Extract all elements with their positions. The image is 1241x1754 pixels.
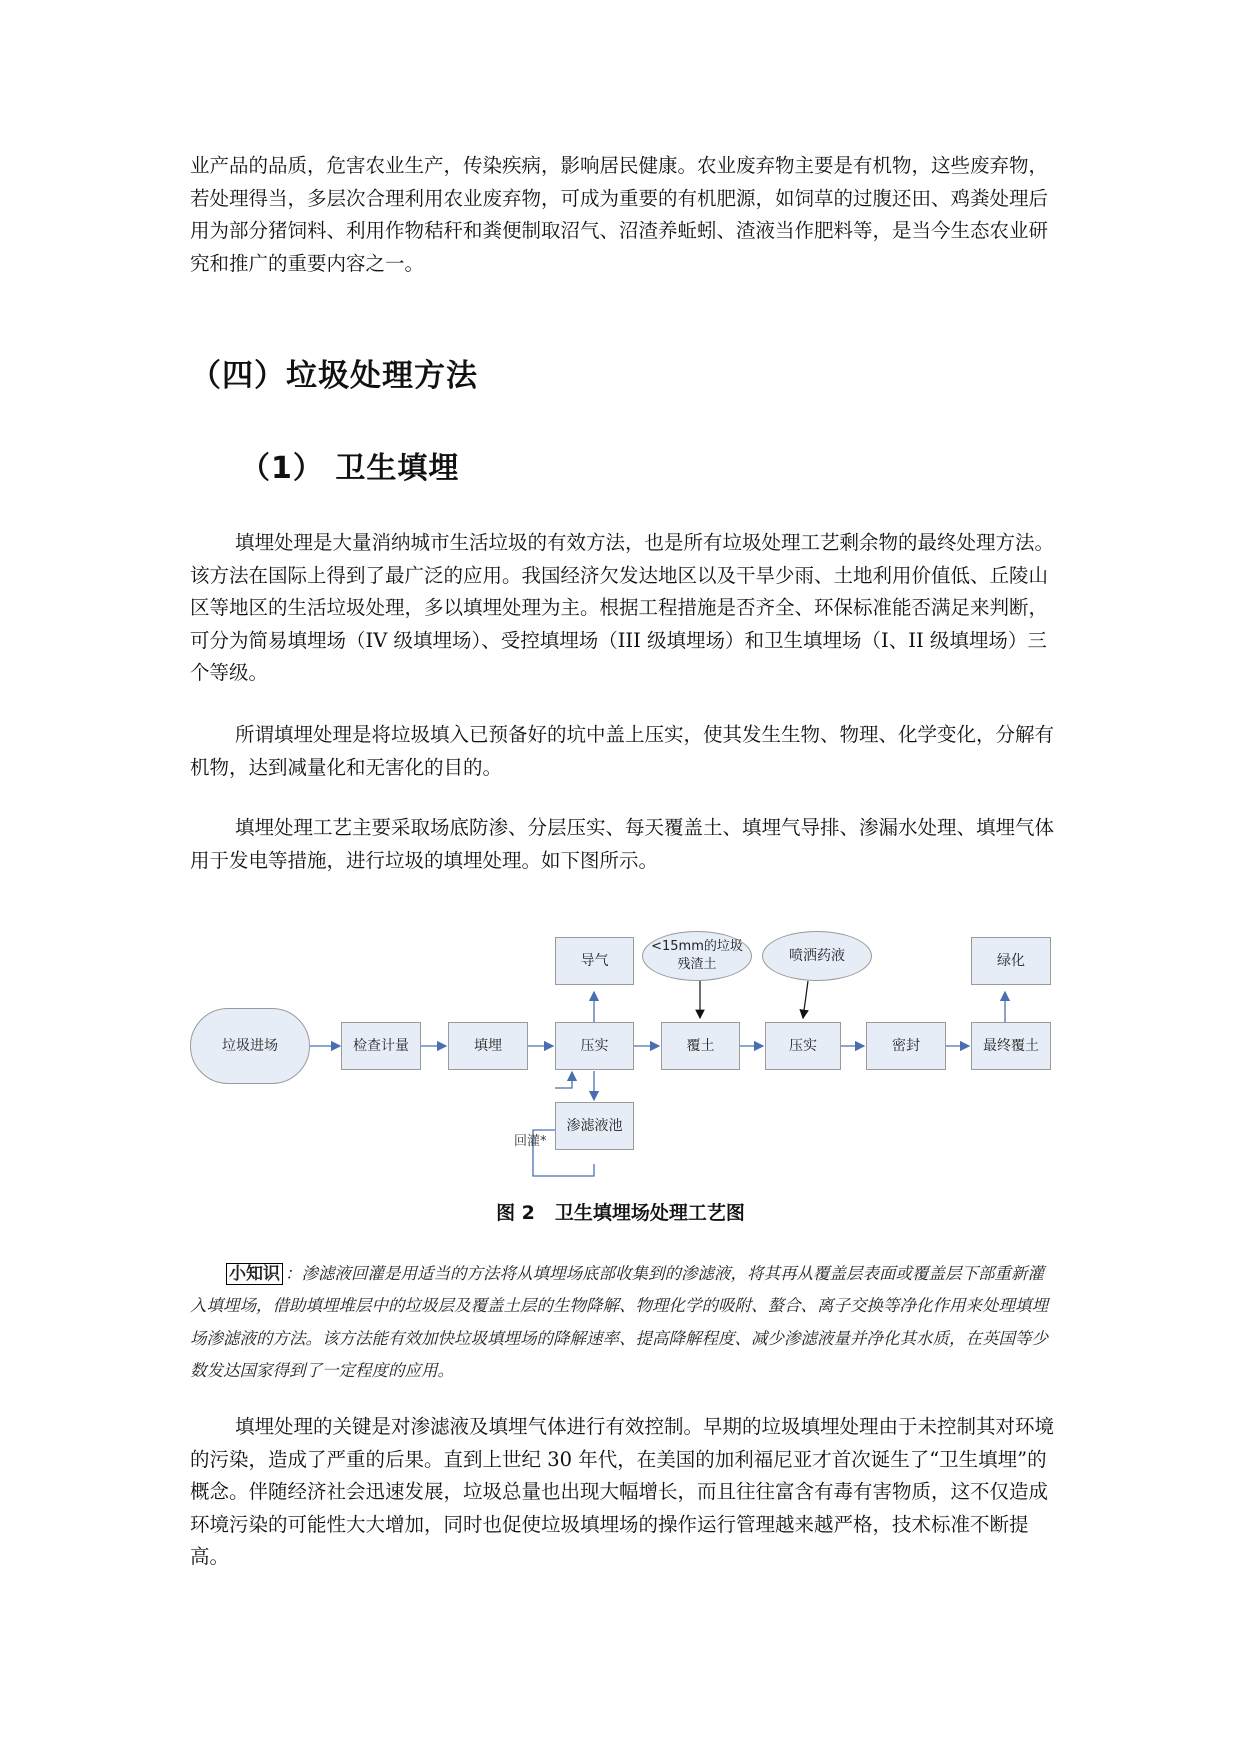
node-fine-residue-line2: 残渣土 <box>677 957 717 972</box>
node-fine-residue <box>642 931 752 981</box>
node-seal: 密封 <box>866 1022 946 1070</box>
figure-number: 图 2 <box>496 1202 535 1224</box>
knowledge-tag: 小知识 <box>226 1263 283 1285</box>
knowledge-text: ：渗滤液回灌是用适当的方法将从填埋场底部收集到的渗滤液，将其再从覆盖层表面或覆盖层下部重新灌入填埋场，借助填埋堆层中的垃圾层及覆盖土层的生物降解、物理化学的吸附、螯合、离子交换等净化作用来处理填埋场渗滤液的方法。该方法能有效加快垃圾填埋场的降解速率、提高降解程度、减少渗滤液量并净化其水质，在英国等少数发达国家得到了一定程度的应用。 <box>190 1264 1048 1381</box>
node-inspect-measure: 检查计量 <box>341 1022 421 1070</box>
figure-caption <box>0 1198 1241 1225</box>
paragraph-landfill-definition: 所谓填埋处理是将垃圾填入已预备好的坑中盖上压实，使其发生生物、物理、化学变化，分解有机物，达到减量化和无害化的目的。 <box>190 723 1055 779</box>
node-cover-soil: 覆土 <box>661 1022 740 1070</box>
node-compact-2: 压实 <box>765 1022 841 1070</box>
label-recirculation: 回灌* <box>514 1134 547 1149</box>
paragraph-landfill-overview: 填埋处理是大量消纳城市生活垃圾的有效方法，也是所有垃圾处理工艺剩余物的最终处理方法。该方法在国际上得到了最广泛的应用。我国经济欠发达地区以及干旱少雨、土地利用价值低、丘陵山区等地区的生活垃圾处理，多以填埋处理为主。根据工程措施是否齐全、环保标准能否满足来判断，可分为简易填埋场（IV 级填埋场）、受控填埋场（III 级填埋场）和卫生填埋场（I、II 级填埋场）三个等级。 <box>190 531 1055 685</box>
node-compact-1: 压实 <box>555 1022 634 1070</box>
figure-title: 卫生填埋场处理工艺图 <box>554 1202 745 1224</box>
paragraph-landfill-process: 填埋处理工艺主要采取场底防渗、分层压实、每天覆盖土、填埋气导排、渗漏水处理、填埋气体用于发电等措施，进行垃圾的填埋处理。如下图所示。 <box>190 816 1055 872</box>
node-fine-residue-line1: <15mm的垃圾 <box>651 939 743 954</box>
node-greening: 绿化 <box>971 937 1051 985</box>
node-final-cover: 最终覆土 <box>971 1022 1051 1070</box>
node-garbage-in: 垃圾进场 <box>190 1008 310 1084</box>
arrow-spray-to-compact2 <box>803 981 808 1018</box>
node-landfill: 填埋 <box>448 1022 528 1070</box>
arrow-recirculation-up <box>555 1072 572 1088</box>
node-gas-vent: 导气 <box>555 937 634 985</box>
node-leachate-pool: 渗滤液池 <box>555 1102 634 1150</box>
paragraph-leachate-control: 填埋处理的关键是对渗滤液及填埋气体进行有效控制。早期的垃圾填埋处理由于未控制其对环境的污染，造成了严重的后果。直到上世纪 30 年代，在美国的加利福尼亚才首次诞生了“卫生填埋”的概念。伴随经济社会迅速发展，垃圾总量也出现大幅增长，而且往往富含有毒有害物质，这不仅造成环境污染的可能性大大增加，同时也促使垃圾填埋场的操作运行管理越来越严格，技术标准不断提高。 <box>190 1415 1055 1569</box>
intro-paragraph: 业产品的品质，危害农业生产，传染疾病，影响居民健康。农业废弃物主要是有机物，这些废弃物，若处理得当，多层次合理利用农业废弃物，可成为重要的有机肥源，如饲草的过腹还田、鸡粪处理后用为部分猪饲料、利用作物秸秆和粪便制取沼气、沼渣养蚯蚓、渣液当作肥料等，是当今生态农业研究和推广的重要内容之一。 <box>190 154 1049 275</box>
node-spray-solution: 喷洒药液 <box>762 931 872 981</box>
section-heading: （四）垃圾处理方法 <box>190 358 478 394</box>
knowledge-note <box>190 1258 1060 1388</box>
subsection-heading: （1） 卫生填埋 <box>240 451 460 486</box>
